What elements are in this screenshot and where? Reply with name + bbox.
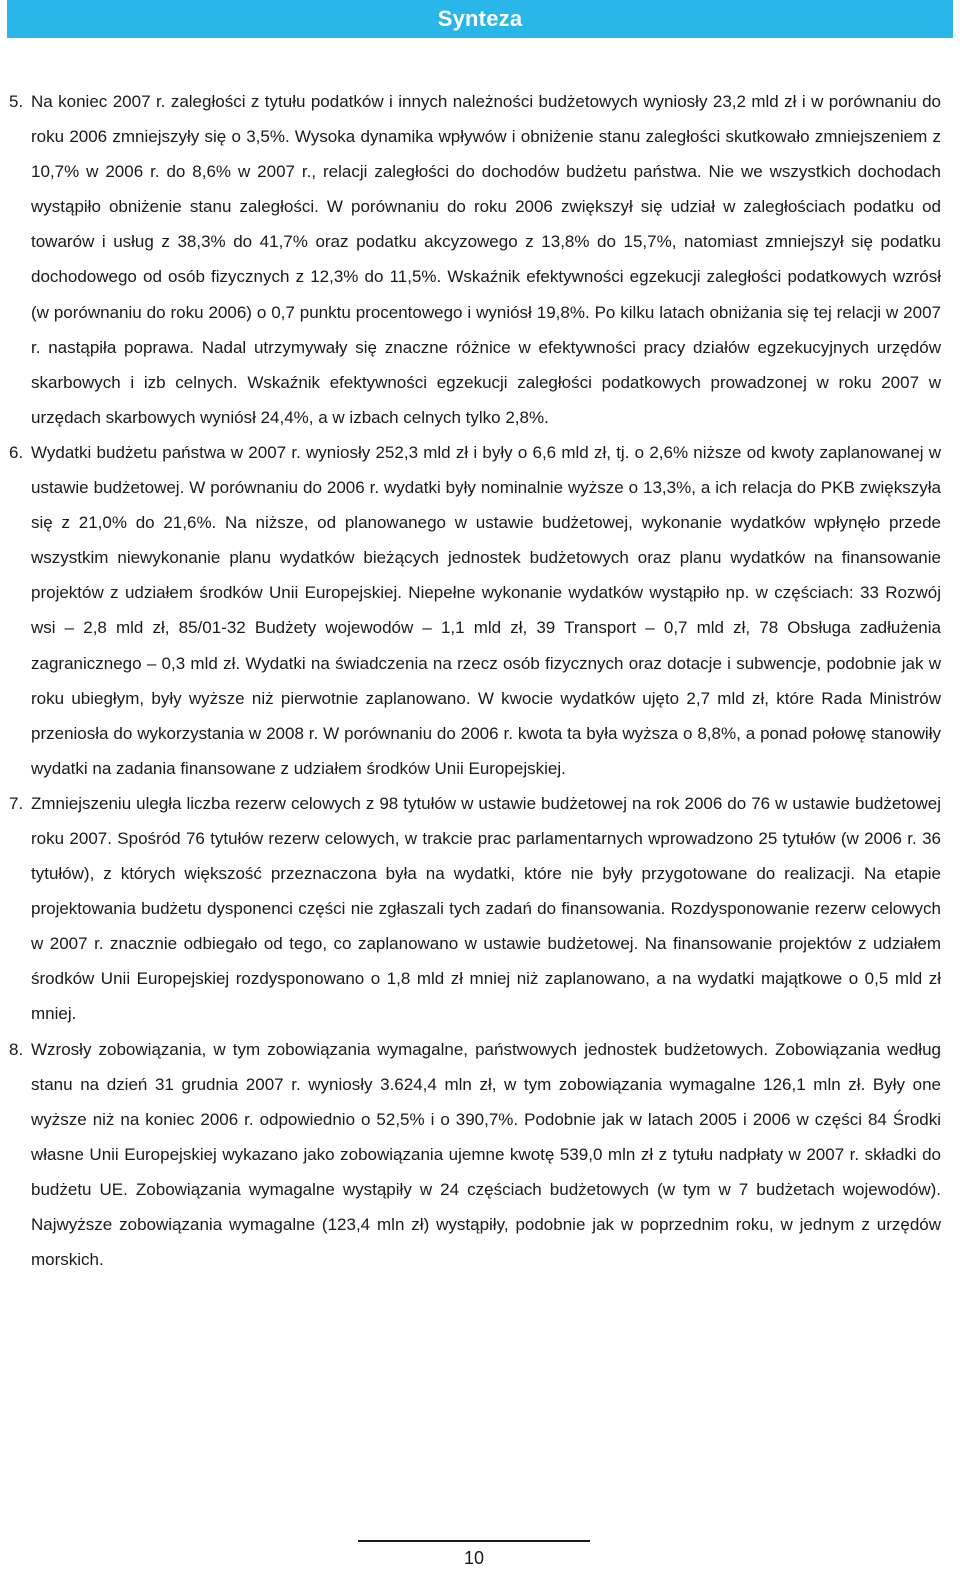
item-paragraph: Wydatki budżetu państwa w 2007 r. wyniosły 252,3 mld zł i były o 6,6 mld zł, tj. o 2,6% niższe od kwoty zaplanowanej w ustawie budżetowej. W porównaniu do 2006 r. wydatki były nominalnie wyższe o 13,3%, a ich relacja do PKB zwiększyła się z 21,0% do 21,6%. Na niższe, od planowanego w ustawie budżetowej, wykonanie wydatków wpłynęło przede wszystkim niewykonanie planu wydatków bieżących jednostek budżetowych oraz planu wydatków na finansowanie projektów z udziałem środków Unii Europejskiej. Niepełne wykonanie wydatków wystąpiło np. w częściach: 33 Rozwój wsi – 2,8 mld zł, 85/01-32 Budżety wojewodów – 1,1 mld zł, 39 Transport – 0,7 mld zł, 78 Obsługa zadłużenia zagranicznego – 0,3 mld zł. Wydatki na świadczenia na rzecz osób fizycznych oraz dotacje i subwencje, podobnie jak w roku ubiegłym, były wyższe niż pierwotnie zaplanowano. W kwocie wydatków ujęto 2,7 mld zł, które Rada Ministrów przeniosła do wykorzystania w 2008 r. W porównaniu do 2006 r. kwota ta była wyższa o 8,8%, a ponad połowę stanowiły wydatki na zadania finansowane z udziałem środków Unii Europejskiej. (31, 442, 941, 778)
list-item-6 (9, 435, 941, 786)
item-paragraph: Na koniec 2007 r. zaległości z tytułu podatków i innych należności budżetowych wyniosły 23,2 mld zł i w porównaniu do roku 2006 zmniejszyły się o 3,5%. Wysoka dynamika wpływów i obniżenie stanu zaległości skutkowało zmniejszeniem z 10,7% w 2006 r. do 8,6% w 2007 r., relacji zaległości do dochodów budżetu państwa. Nie we wszystkich dochodach wystąpiło obniżenie stanu zaległości. W porównaniu do roku 2006 zwiększył się udział w zaległościach podatku od towarów i usług z 38,3% do 41,7% oraz podatku akcyzowego z 13,8% do 15,7%, natomiast zmniejszył się podatku dochodowego od osób fizycznych z 12,3% do 11,5%. Wskaźnik efektywności egzekucji zaległości podatkowych wzrósł (w porównaniu do roku 2006) o 0,7 punktu procentowego i wyniósł 19,8%. Po kilku latach obniżania się tej relacji w 2007 r. nastąpiła poprawa. Nadal utrzymywały się znaczne różnice w efektywności pracy działów egzekucyjnych urzędów skarbowych i izb celnych. Wskaźnik efektywności egzekucji zaległości podatkowych prowadzonej w roku 2007 w urzędach skarbowych wyniósł 24,4%, a w izbach celnych tylko 2,8%. (31, 92, 941, 427)
section-title: Synteza (437, 6, 523, 31)
list-item-8 (9, 1032, 941, 1278)
page-number: 10 (463, 1548, 485, 1568)
item-paragraph: Zmniejszeniu uległa liczba rezerw celowych z 98 tytułów w ustawie budżetowej na rok 2006 do 76 w ustawie budżetowej roku 2007. Spośród 76 tytułów rezerw celowych, w trakcie prac parlamentarnych wprowadzono 25 tytułów (w 2006 r. 36 tytułów), z których większość przeznaczona była na wydatki, które nie były przygotowane do realizacji. Na etapie projektowania budżetu dysponenci części nie zgłaszali tych zadań do finansowania. Rozdysponowanie rezerw celowych w 2007 r. znacznie odbiegało od tego, co zaplanowano w ustawie budżetowej. Na finansowanie projektów z udziałem środków Unii Europejskiej rozdysponowano o 1,8 mld zł mniej niż zaplanowano, a na wydatki majątkowe o 0,5 mld zł mniej. (31, 793, 941, 1024)
list-item-5 (9, 84, 941, 435)
item-paragraph: Wzrosły zobowiązania, w tym zobowiązania wymagalne, państwowych jednostek budżetowych. Zobowiązania według stanu na dzień 31 grudnia 2007 r. wyniosły 3.624,4 mln zł, w tym zobowiązania wymagalne 126,1 mln zł. Były one wyższe niż na koniec 2006 r. odpowiednio o 52,5% i o 390,7%. Podobnie jak w latach 2005 i 2006 w części 84 Środki własne Unii Europejskiej wykazano jako zobowiązania ujemne kwotę 539,0 mln zł z tytułu nadpłaty w 2007 r. składki do budżetu UE. Zobowiązania wymagalne wystąpiły w 24 częściach budżetowych (w tym w 7 budżetach wojewodów). Najwyższe zobowiązania wymagalne (123,4 mln zł) wystąpiły, podobnie jak w poprzednim roku, w jednym z urzędów morskich. (31, 1039, 941, 1270)
item-number: 5. (9, 92, 24, 111)
item-number: 8. (9, 1039, 24, 1059)
item-number: 7. (9, 793, 24, 813)
item-number: 6. (9, 442, 24, 462)
footer-divider (358, 1540, 590, 1542)
list-item-7 (9, 786, 941, 1032)
section-header-bar (7, 0, 953, 38)
body-content (9, 84, 941, 1277)
